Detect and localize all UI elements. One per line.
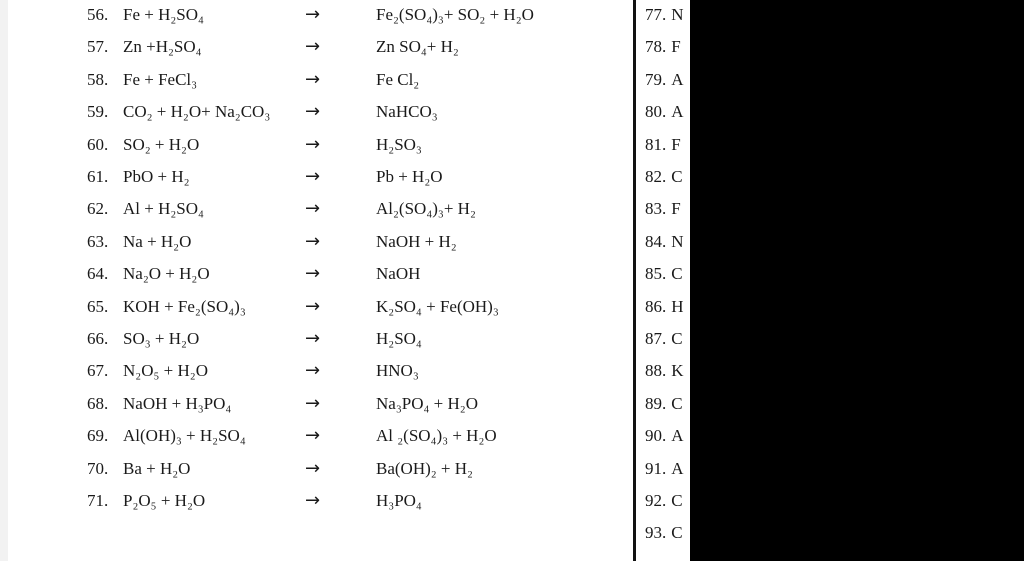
right-column-cut-text: C xyxy=(671,329,683,348)
reaction-products: Al₂(SO₄)₃+ H₂ xyxy=(376,199,476,219)
right-column-row xyxy=(645,489,685,513)
reaction-number: 59. xyxy=(87,102,109,122)
reaction-reactants: Na₂O + H₂O xyxy=(123,264,210,284)
reaction-number: 58. xyxy=(87,69,109,89)
reaction-arrow: → xyxy=(305,392,321,414)
reaction-products: H₂SO₄ xyxy=(376,329,422,348)
right-column-number: 87. xyxy=(645,329,667,348)
right-column-row xyxy=(645,230,685,254)
reaction-number: 68. xyxy=(87,393,109,413)
reaction-reactants: P₂O₅ + H₂O xyxy=(123,491,206,510)
right-column-row xyxy=(645,35,685,59)
right-column-row xyxy=(645,100,685,124)
reaction-arrow: → xyxy=(305,68,321,90)
reaction-arrow: → xyxy=(305,295,321,317)
reaction-products: Na₃PO₄ + H₂O xyxy=(376,393,478,413)
right-column-number: 83. xyxy=(645,199,667,219)
reaction-products: Pb + H₂O xyxy=(376,167,443,186)
right-column-number: 84. xyxy=(645,231,667,251)
right-column-cut-text: F xyxy=(671,199,681,219)
right-column-number: 80. xyxy=(645,102,667,122)
right-column-row xyxy=(645,424,685,448)
right-column-row xyxy=(645,197,685,221)
reaction-products: Fe Cl₂ xyxy=(376,69,420,89)
reaction-reactants: Al(OH)₃ + H₂SO₄ xyxy=(123,426,246,446)
right-column-cut-text: F xyxy=(671,134,681,154)
right-column-cut-text: N xyxy=(671,5,684,24)
reaction-products: Al ₂(SO₄)₃ + H₂O xyxy=(376,426,497,446)
reaction-products: H₂SO₃ xyxy=(376,134,422,154)
reaction-arrow: → xyxy=(305,36,321,58)
reaction-number: 63. xyxy=(87,231,109,251)
reaction-arrow: → xyxy=(305,360,321,382)
reaction-reactants: SO₂ + H₂O xyxy=(123,134,200,154)
reaction-products: HNO₃ xyxy=(376,361,419,381)
reaction-reactants: Zn +H₂SO₄ xyxy=(123,37,202,57)
right-column-cut-text: A xyxy=(671,102,684,122)
right-column-number: 77. xyxy=(645,5,667,24)
reaction-reactants: Al + H₂SO₄ xyxy=(123,199,204,219)
reaction-arrow: → xyxy=(305,166,321,187)
reaction-number: 69. xyxy=(87,426,109,446)
reaction-number: 60. xyxy=(87,134,109,154)
reaction-arrow: → xyxy=(305,457,321,479)
reaction-products: Fe₂(SO₄)₃+ SO₂ + H₂O xyxy=(376,5,534,24)
reaction-reactants: NaOH + H₃PO₄ xyxy=(123,393,232,413)
right-column-row xyxy=(645,457,685,481)
reaction-reactants: SO₃ + H₂O xyxy=(123,329,200,348)
right-column-cut-text: H xyxy=(671,296,684,316)
reaction-reactants: Na + H₂O xyxy=(123,231,192,251)
reaction-reactants: CO₂ + H₂O+ Na₂CO₃ xyxy=(123,102,271,122)
right-column-number: 78. xyxy=(645,37,667,57)
right-column-row xyxy=(645,327,685,351)
right-column-row xyxy=(645,392,685,416)
right-column-row xyxy=(645,68,685,92)
reaction-number: 65. xyxy=(87,296,109,316)
right-column-cut-text: C xyxy=(671,167,683,186)
column-divider xyxy=(633,0,636,561)
right-column-row xyxy=(645,165,685,189)
right-column-number: 85. xyxy=(645,264,667,284)
reaction-number: 71. xyxy=(87,491,109,510)
reaction-arrow: → xyxy=(305,133,321,155)
right-column-cut-text: F xyxy=(671,37,681,57)
right-column-number: 90. xyxy=(645,426,667,446)
reaction-arrow: → xyxy=(305,490,321,511)
reaction-reactants: N₂O₅ + H₂O xyxy=(123,361,208,381)
right-column-row xyxy=(645,3,685,27)
reaction-arrow: → xyxy=(305,425,321,447)
right-column-number: 93. xyxy=(645,523,667,543)
reaction-number: 64. xyxy=(87,264,109,284)
right-column-cut-text: C xyxy=(671,393,683,413)
right-column-cut-text: C xyxy=(671,491,683,510)
reaction-arrow: → xyxy=(305,4,321,25)
right-column-number: 89. xyxy=(645,393,667,413)
right-column-cut-text: A xyxy=(671,426,684,446)
reaction-products: NaOH + H₂ xyxy=(376,231,457,251)
black-cropped-area xyxy=(690,0,1024,561)
reaction-arrow: → xyxy=(305,230,321,252)
reaction-reactants: Fe + H₂SO₄ xyxy=(123,5,204,24)
reaction-arrow: → xyxy=(305,328,321,349)
reaction-number: 66. xyxy=(87,329,109,348)
right-column-row xyxy=(645,295,685,319)
reaction-products: NaOH xyxy=(376,264,421,284)
right-column-cut-text: C xyxy=(671,523,683,543)
right-column-cut-text: N xyxy=(671,231,684,251)
reaction-arrow: → xyxy=(305,263,321,285)
right-column-number: 86. xyxy=(645,296,667,316)
right-column-cut-text: A xyxy=(671,69,684,89)
reaction-reactants: Fe + FeCl₃ xyxy=(123,69,198,89)
reaction-number: 56. xyxy=(87,5,109,24)
reaction-number: 67. xyxy=(87,361,109,381)
right-column-row xyxy=(645,359,685,383)
right-column-number: 82. xyxy=(645,167,667,186)
reaction-products: Zn SO₄+ H₂ xyxy=(376,37,459,57)
right-column-cut-text: A xyxy=(671,458,684,478)
right-column-cut-text: K xyxy=(671,361,684,381)
reaction-number: 61. xyxy=(87,167,109,186)
reaction-products: H₃PO₄ xyxy=(376,491,422,510)
right-column-row xyxy=(645,262,685,286)
reaction-products: Ba(OH)₂ + H₂ xyxy=(376,458,473,478)
reaction-reactants: KOH + Fe₂(SO₄)₃ xyxy=(123,296,246,316)
reaction-number: 62. xyxy=(87,199,109,219)
reaction-products: NaHCO₃ xyxy=(376,102,438,122)
reaction-reactants: Ba + H₂O xyxy=(123,458,191,478)
right-column-number: 92. xyxy=(645,491,667,510)
reaction-number: 70. xyxy=(87,458,109,478)
right-column-number: 81. xyxy=(645,134,667,154)
reaction-products: K₂SO₄ + Fe(OH)₃ xyxy=(376,296,499,316)
reaction-arrow: → xyxy=(305,198,321,220)
right-column-number: 79. xyxy=(645,69,667,89)
right-column-row xyxy=(645,133,685,157)
right-column-cut-text: C xyxy=(671,264,683,284)
right-column-number: 88. xyxy=(645,361,667,381)
reaction-reactants: PbO + H₂ xyxy=(123,167,190,186)
reaction-number: 57. xyxy=(87,37,109,57)
reaction-arrow: → xyxy=(305,101,321,123)
right-column-number: 91. xyxy=(645,458,667,478)
page-left-margin xyxy=(0,0,8,561)
right-column-row xyxy=(645,521,685,545)
